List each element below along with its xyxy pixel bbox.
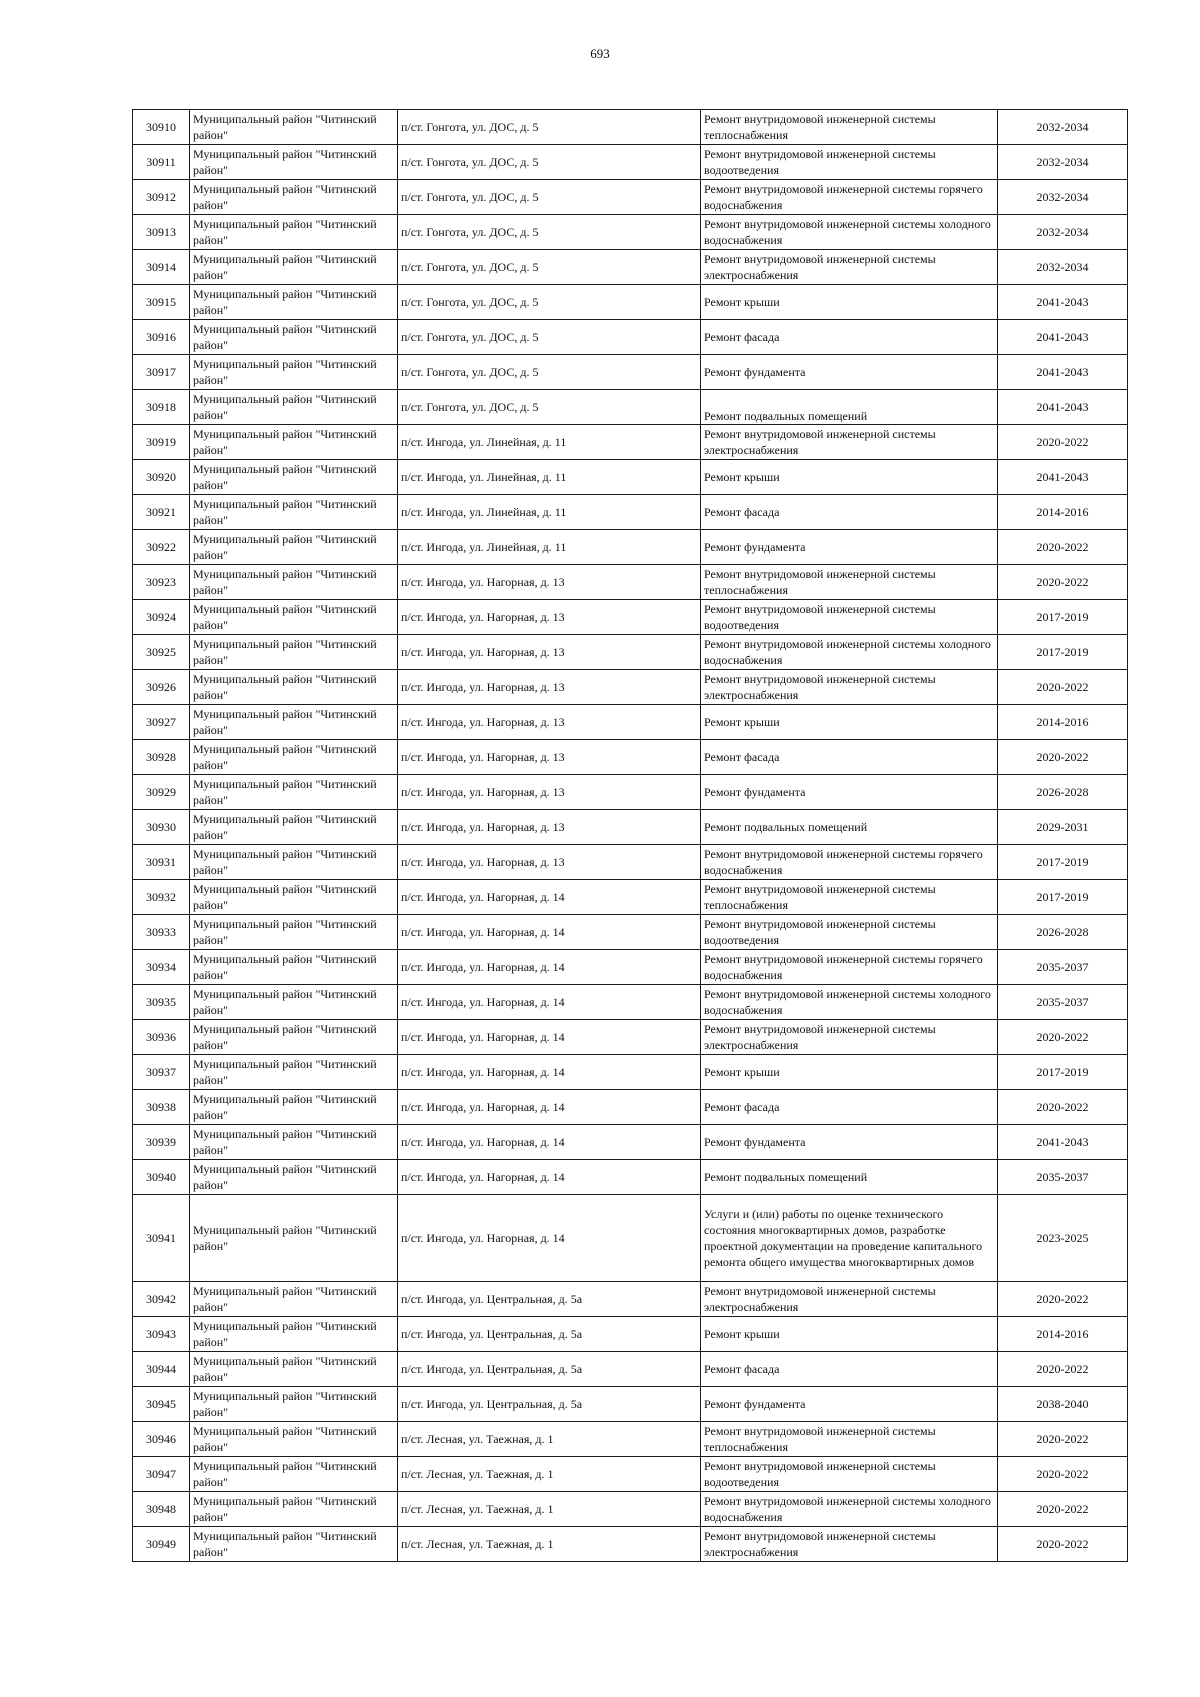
work-type-cell: Ремонт фундамента <box>701 355 998 390</box>
work-type-cell: Ремонт крыши <box>701 705 998 740</box>
row-number-cell: 30919 <box>133 425 190 460</box>
period-cell: 2020-2022 <box>998 1020 1128 1055</box>
work-type-cell: Услуги и (или) работы по оценке технического состояния многоквартирных домов, разработке проектной документации на проведение капитального ремонта общего имущества многоквартирных домов <box>701 1195 998 1282</box>
table-row <box>133 600 1128 635</box>
table-row <box>133 355 1128 390</box>
municipality-cell: Муниципальный район "Читинский район" <box>190 565 398 600</box>
period-cell: 2020-2022 <box>998 1527 1128 1562</box>
row-number-cell: 30921 <box>133 495 190 530</box>
table-row <box>133 740 1128 775</box>
period-cell: 2017-2019 <box>998 600 1128 635</box>
municipality-cell: Муниципальный район "Читинский район" <box>190 530 398 565</box>
period-cell: 2041-2043 <box>998 1125 1128 1160</box>
work-type-cell: Ремонт фундамента <box>701 1387 998 1422</box>
table-row <box>133 985 1128 1020</box>
table-row <box>133 110 1128 145</box>
municipality-cell: Муниципальный район "Читинский район" <box>190 320 398 355</box>
address-cell: п/ст. Ингода, ул. Нагорная, д. 14 <box>398 1055 701 1090</box>
work-type-cell: Ремонт внутридомовой инженерной системы электроснабжения <box>701 1527 998 1562</box>
period-cell: 2020-2022 <box>998 1090 1128 1125</box>
work-type-cell: Ремонт внутридомовой инженерной системы водоотведения <box>701 915 998 950</box>
period-cell: 2014-2016 <box>998 705 1128 740</box>
period-cell: 2041-2043 <box>998 285 1128 320</box>
period-cell: 2035-2037 <box>998 985 1128 1020</box>
period-cell: 2020-2022 <box>998 1492 1128 1527</box>
row-number-cell: 30922 <box>133 530 190 565</box>
work-type-cell: Ремонт подвальных помещений <box>701 810 998 845</box>
table-row <box>133 1317 1128 1352</box>
table-row <box>133 1457 1128 1492</box>
municipality-cell: Муниципальный район "Читинский район" <box>190 1317 398 1352</box>
row-number-cell: 30917 <box>133 355 190 390</box>
table-row <box>133 1125 1128 1160</box>
row-number-cell: 30944 <box>133 1352 190 1387</box>
address-cell: п/ст. Гонгота, ул. ДОС, д. 5 <box>398 250 701 285</box>
municipality-cell: Муниципальный район "Читинский район" <box>190 985 398 1020</box>
row-number-cell: 30949 <box>133 1527 190 1562</box>
address-cell: п/ст. Гонгота, ул. ДОС, д. 5 <box>398 145 701 180</box>
address-cell: п/ст. Лесная, ул. Таежная, д. 1 <box>398 1422 701 1457</box>
table-row <box>133 425 1128 460</box>
period-cell: 2017-2019 <box>998 635 1128 670</box>
work-type-cell: Ремонт внутридомовой инженерной системы холодного водоснабжения <box>701 985 998 1020</box>
municipality-cell: Муниципальный район "Читинский район" <box>190 740 398 775</box>
municipality-cell: Муниципальный район "Читинский район" <box>190 1457 398 1492</box>
table-row <box>133 915 1128 950</box>
address-cell: п/ст. Ингода, ул. Нагорная, д. 13 <box>398 635 701 670</box>
address-cell: п/ст. Ингода, ул. Нагорная, д. 13 <box>398 810 701 845</box>
row-number-cell: 30923 <box>133 565 190 600</box>
table-row <box>133 530 1128 565</box>
period-cell: 2038-2040 <box>998 1387 1128 1422</box>
table-row <box>133 1422 1128 1457</box>
row-number-cell: 30943 <box>133 1317 190 1352</box>
municipality-cell: Муниципальный район "Читинский район" <box>190 1195 398 1282</box>
municipality-cell: Муниципальный район "Читинский район" <box>190 1020 398 1055</box>
address-cell: п/ст. Ингода, ул. Нагорная, д. 14 <box>398 1090 701 1125</box>
address-cell: п/ст. Ингода, ул. Нагорная, д. 14 <box>398 950 701 985</box>
municipality-cell: Муниципальный район "Читинский район" <box>190 180 398 215</box>
work-type-cell: Ремонт фундамента <box>701 1125 998 1160</box>
table-row <box>133 1195 1128 1282</box>
address-cell: п/ст. Ингода, ул. Нагорная, д. 14 <box>398 1020 701 1055</box>
row-number-cell: 30915 <box>133 285 190 320</box>
period-cell: 2020-2022 <box>998 670 1128 705</box>
table-row <box>133 635 1128 670</box>
work-type-cell: Ремонт фасада <box>701 740 998 775</box>
address-cell: п/ст. Гонгота, ул. ДОС, д. 5 <box>398 355 701 390</box>
period-cell: 2041-2043 <box>998 355 1128 390</box>
address-cell: п/ст. Ингода, ул. Центральная, д. 5а <box>398 1387 701 1422</box>
row-number-cell: 30934 <box>133 950 190 985</box>
address-cell: п/ст. Ингода, ул. Линейная, д. 11 <box>398 495 701 530</box>
address-cell: п/ст. Ингода, ул. Линейная, д. 11 <box>398 530 701 565</box>
work-type-cell: Ремонт внутридомовой инженерной системы водоотведения <box>701 1457 998 1492</box>
municipality-cell: Муниципальный район "Читинский район" <box>190 110 398 145</box>
period-cell: 2032-2034 <box>998 180 1128 215</box>
table-row <box>133 565 1128 600</box>
address-cell: п/ст. Ингода, ул. Центральная, д. 5а <box>398 1282 701 1317</box>
work-type-cell: Ремонт внутридомовой инженерной системы электроснабжения <box>701 1020 998 1055</box>
row-number-cell: 30935 <box>133 985 190 1020</box>
work-type-cell: Ремонт крыши <box>701 460 998 495</box>
address-cell: п/ст. Лесная, ул. Таежная, д. 1 <box>398 1527 701 1562</box>
address-cell: п/ст. Ингода, ул. Нагорная, д. 14 <box>398 880 701 915</box>
table-row <box>133 1090 1128 1125</box>
work-type-cell: Ремонт подвальных помещений <box>701 1160 998 1195</box>
row-number-cell: 30929 <box>133 775 190 810</box>
row-number-cell: 30913 <box>133 215 190 250</box>
work-type-cell: Ремонт крыши <box>701 285 998 320</box>
work-type-cell: Ремонт фасада <box>701 495 998 530</box>
table-row <box>133 390 1128 425</box>
period-cell: 2020-2022 <box>998 1457 1128 1492</box>
row-number-cell: 30945 <box>133 1387 190 1422</box>
work-type-cell: Ремонт крыши <box>701 1055 998 1090</box>
row-number-cell: 30932 <box>133 880 190 915</box>
municipality-cell: Муниципальный район "Читинский район" <box>190 775 398 810</box>
work-type-cell: Ремонт фундамента <box>701 530 998 565</box>
address-cell: п/ст. Гонгота, ул. ДОС, д. 5 <box>398 180 701 215</box>
municipality-cell: Муниципальный район "Читинский район" <box>190 635 398 670</box>
work-type-cell: Ремонт внутридомовой инженерной системы теплоснабжения <box>701 880 998 915</box>
work-type-cell: Ремонт внутридомовой инженерной системы теплоснабжения <box>701 110 998 145</box>
row-number-cell: 30916 <box>133 320 190 355</box>
address-cell: п/ст. Ингода, ул. Линейная, д. 11 <box>398 460 701 495</box>
work-type-cell: Ремонт внутридомовой инженерной системы горячего водоснабжения <box>701 180 998 215</box>
address-cell: п/ст. Ингода, ул. Нагорная, д. 13 <box>398 775 701 810</box>
table-row <box>133 810 1128 845</box>
municipality-cell: Муниципальный район "Читинский район" <box>190 845 398 880</box>
table-row <box>133 1055 1128 1090</box>
municipality-cell: Муниципальный район "Читинский район" <box>190 1055 398 1090</box>
address-cell: п/ст. Гонгота, ул. ДОС, д. 5 <box>398 320 701 355</box>
row-number-cell: 30933 <box>133 915 190 950</box>
municipality-cell: Муниципальный район "Читинский район" <box>190 600 398 635</box>
table-row <box>133 1160 1128 1195</box>
municipality-cell: Муниципальный район "Читинский район" <box>190 705 398 740</box>
municipality-cell: Муниципальный район "Читинский район" <box>190 285 398 320</box>
work-type-cell: Ремонт внутридомовой инженерной системы теплоснабжения <box>701 1422 998 1457</box>
row-number-cell: 30940 <box>133 1160 190 1195</box>
work-type-cell: Ремонт фасада <box>701 1090 998 1125</box>
row-number-cell: 30912 <box>133 180 190 215</box>
address-cell: п/ст. Ингода, ул. Нагорная, д. 13 <box>398 600 701 635</box>
row-number-cell: 30938 <box>133 1090 190 1125</box>
period-cell: 2023-2025 <box>998 1195 1128 1282</box>
table-row <box>133 180 1128 215</box>
work-type-cell: Ремонт внутридомовой инженерной системы теплоснабжения <box>701 565 998 600</box>
work-type-cell: Ремонт внутридомовой инженерной системы холодного водоснабжения <box>701 215 998 250</box>
address-cell: п/ст. Ингода, ул. Линейная, д. 11 <box>398 425 701 460</box>
row-number-cell: 30946 <box>133 1422 190 1457</box>
work-type-cell: Ремонт фундамента <box>701 775 998 810</box>
municipality-cell: Муниципальный район "Читинский район" <box>190 915 398 950</box>
row-number-cell: 30924 <box>133 600 190 635</box>
table-row <box>133 950 1128 985</box>
address-cell: п/ст. Ингода, ул. Центральная, д. 5а <box>398 1352 701 1387</box>
row-number-cell: 30928 <box>133 740 190 775</box>
row-number-cell: 30947 <box>133 1457 190 1492</box>
work-type-cell: Ремонт фасада <box>701 1352 998 1387</box>
address-cell: п/ст. Ингода, ул. Нагорная, д. 13 <box>398 565 701 600</box>
table-row <box>133 460 1128 495</box>
period-cell: 2020-2022 <box>998 1282 1128 1317</box>
municipality-cell: Муниципальный район "Читинский район" <box>190 670 398 705</box>
period-cell: 2035-2037 <box>998 950 1128 985</box>
work-type-cell: Ремонт внутридомовой инженерной системы электроснабжения <box>701 670 998 705</box>
municipality-cell: Муниципальный район "Читинский район" <box>190 390 398 425</box>
capital-repair-table <box>132 109 1128 1562</box>
row-number-cell: 30942 <box>133 1282 190 1317</box>
row-number-cell: 30931 <box>133 845 190 880</box>
municipality-cell: Муниципальный район "Читинский район" <box>190 1282 398 1317</box>
municipality-cell: Муниципальный район "Читинский район" <box>190 215 398 250</box>
address-cell: п/ст. Ингода, ул. Нагорная, д. 14 <box>398 1125 701 1160</box>
address-cell: п/ст. Гонгота, ул. ДОС, д. 5 <box>398 285 701 320</box>
address-cell: п/ст. Лесная, ул. Таежная, д. 1 <box>398 1492 701 1527</box>
address-cell: п/ст. Ингода, ул. Нагорная, д. 14 <box>398 915 701 950</box>
row-number-cell: 30936 <box>133 1020 190 1055</box>
municipality-cell: Муниципальный район "Читинский район" <box>190 880 398 915</box>
address-cell: п/ст. Ингода, ул. Нагорная, д. 14 <box>398 1160 701 1195</box>
row-number-cell: 30918 <box>133 390 190 425</box>
row-number-cell: 30914 <box>133 250 190 285</box>
work-type-cell: Ремонт внутридомовой инженерной системы горячего водоснабжения <box>701 845 998 880</box>
table-body <box>133 110 1128 1562</box>
table-row <box>133 1492 1128 1527</box>
period-cell: 2026-2028 <box>998 775 1128 810</box>
municipality-cell: Муниципальный район "Читинский район" <box>190 1160 398 1195</box>
period-cell: 2035-2037 <box>998 1160 1128 1195</box>
table-row <box>133 320 1128 355</box>
work-type-cell: Ремонт внутридомовой инженерной системы электроснабжения <box>701 1282 998 1317</box>
table-row <box>133 1387 1128 1422</box>
address-cell: п/ст. Ингода, ул. Нагорная, д. 13 <box>398 705 701 740</box>
row-number-cell: 30926 <box>133 670 190 705</box>
address-cell: п/ст. Ингода, ул. Нагорная, д. 14 <box>398 985 701 1020</box>
table-row <box>133 1282 1128 1317</box>
municipality-cell: Муниципальный район "Читинский район" <box>190 1527 398 1562</box>
period-cell: 2014-2016 <box>998 495 1128 530</box>
period-cell: 2020-2022 <box>998 425 1128 460</box>
table-row <box>133 845 1128 880</box>
period-cell: 2032-2034 <box>998 110 1128 145</box>
work-type-cell: Ремонт подвальных помещений <box>701 390 998 425</box>
period-cell: 2032-2034 <box>998 250 1128 285</box>
address-cell: п/ст. Ингода, ул. Нагорная, д. 13 <box>398 670 701 705</box>
row-number-cell: 30927 <box>133 705 190 740</box>
period-cell: 2032-2034 <box>998 215 1128 250</box>
table-row <box>133 880 1128 915</box>
address-cell: п/ст. Гонгота, ул. ДОС, д. 5 <box>398 110 701 145</box>
period-cell: 2041-2043 <box>998 320 1128 355</box>
period-cell: 2029-2031 <box>998 810 1128 845</box>
period-cell: 2032-2034 <box>998 145 1128 180</box>
municipality-cell: Муниципальный район "Читинский район" <box>190 1090 398 1125</box>
municipality-cell: Муниципальный район "Читинский район" <box>190 145 398 180</box>
municipality-cell: Муниципальный район "Читинский район" <box>190 425 398 460</box>
municipality-cell: Муниципальный район "Читинский район" <box>190 810 398 845</box>
period-cell: 2014-2016 <box>998 1317 1128 1352</box>
municipality-cell: Муниципальный район "Читинский район" <box>190 355 398 390</box>
row-number-cell: 30930 <box>133 810 190 845</box>
table-row <box>133 250 1128 285</box>
period-cell: 2020-2022 <box>998 1422 1128 1457</box>
work-type-cell: Ремонт внутридомовой инженерной системы водоотведения <box>701 145 998 180</box>
period-cell: 2026-2028 <box>998 915 1128 950</box>
municipality-cell: Муниципальный район "Читинский район" <box>190 1352 398 1387</box>
municipality-cell: Муниципальный район "Читинский район" <box>190 950 398 985</box>
row-number-cell: 30911 <box>133 145 190 180</box>
table-row <box>133 1352 1128 1387</box>
table-row <box>133 670 1128 705</box>
work-type-cell: Ремонт внутридомовой инженерной системы горячего водоснабжения <box>701 950 998 985</box>
table-row <box>133 145 1128 180</box>
period-cell: 2017-2019 <box>998 845 1128 880</box>
row-number-cell: 30939 <box>133 1125 190 1160</box>
municipality-cell: Муниципальный район "Читинский район" <box>190 1422 398 1457</box>
address-cell: п/ст. Ингода, ул. Центральная, д. 5а <box>398 1317 701 1352</box>
period-cell: 2041-2043 <box>998 460 1128 495</box>
municipality-cell: Муниципальный район "Читинский район" <box>190 495 398 530</box>
municipality-cell: Муниципальный район "Читинский район" <box>190 250 398 285</box>
address-cell: п/ст. Лесная, ул. Таежная, д. 1 <box>398 1457 701 1492</box>
work-type-cell: Ремонт внутридомовой инженерной системы холодного водоснабжения <box>701 635 998 670</box>
table-row <box>133 215 1128 250</box>
table-row <box>133 495 1128 530</box>
period-cell: 2041-2043 <box>998 390 1128 425</box>
period-cell: 2017-2019 <box>998 880 1128 915</box>
period-cell: 2020-2022 <box>998 530 1128 565</box>
work-type-cell: Ремонт крыши <box>701 1317 998 1352</box>
row-number-cell: 30920 <box>133 460 190 495</box>
row-number-cell: 30925 <box>133 635 190 670</box>
municipality-cell: Муниципальный район "Читинский район" <box>190 1125 398 1160</box>
row-number-cell: 30948 <box>133 1492 190 1527</box>
row-number-cell: 30910 <box>133 110 190 145</box>
table-row <box>133 705 1128 740</box>
page-number: 693 <box>590 46 610 61</box>
row-number-cell: 30941 <box>133 1195 190 1282</box>
period-cell: 2017-2019 <box>998 1055 1128 1090</box>
work-type-cell: Ремонт внутридомовой инженерной системы электроснабжения <box>701 425 998 460</box>
municipality-cell: Муниципальный район "Читинский район" <box>190 460 398 495</box>
municipality-cell: Муниципальный район "Читинский район" <box>190 1387 398 1422</box>
table-row <box>133 1527 1128 1562</box>
work-type-cell: Ремонт внутридомовой инженерной системы водоотведения <box>701 600 998 635</box>
address-cell: п/ст. Ингода, ул. Нагорная, д. 13 <box>398 845 701 880</box>
work-type-cell: Ремонт внутридомовой инженерной системы холодного водоснабжения <box>701 1492 998 1527</box>
address-cell: п/ст. Ингода, ул. Нагорная, д. 14 <box>398 1195 701 1282</box>
address-cell: п/ст. Гонгота, ул. ДОС, д. 5 <box>398 390 701 425</box>
table-row <box>133 1020 1128 1055</box>
address-cell: п/ст. Гонгота, ул. ДОС, д. 5 <box>398 215 701 250</box>
work-type-cell: Ремонт внутридомовой инженерной системы электроснабжения <box>701 250 998 285</box>
table-row <box>133 775 1128 810</box>
period-cell: 2020-2022 <box>998 740 1128 775</box>
work-type-cell: Ремонт фасада <box>701 320 998 355</box>
period-cell: 2020-2022 <box>998 1352 1128 1387</box>
period-cell: 2020-2022 <box>998 565 1128 600</box>
municipality-cell: Муниципальный район "Читинский район" <box>190 1492 398 1527</box>
table-row <box>133 285 1128 320</box>
address-cell: п/ст. Ингода, ул. Нагорная, д. 13 <box>398 740 701 775</box>
row-number-cell: 30937 <box>133 1055 190 1090</box>
